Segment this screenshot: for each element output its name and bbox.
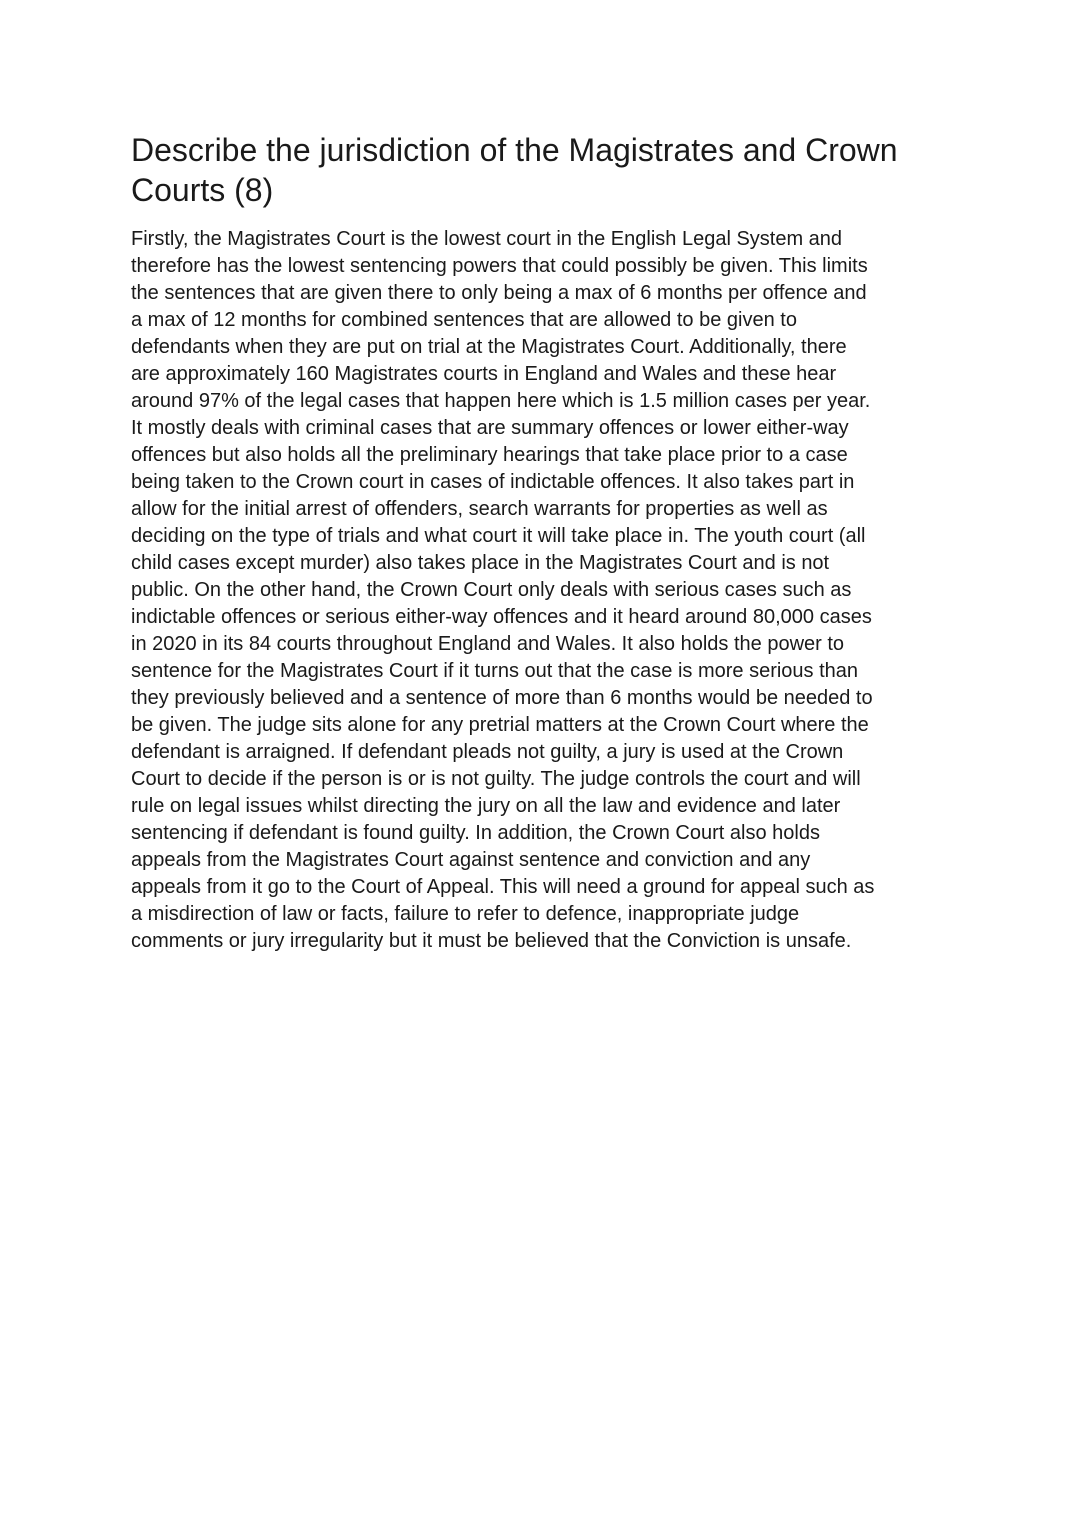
body-line: rule on legal issues whilst directing the jury on all the law and evidence and later (131, 795, 841, 817)
body-line: deciding on the type of trials and what court it will take place in. The youth court (all (131, 525, 866, 547)
heading-line: Describe the jurisdiction of the Magistrates and Crown (131, 132, 898, 168)
body-line: are approximately 160 Magistrates courts in England and Wales and these hear (131, 363, 837, 385)
body-line: a misdirection of law or facts, failure to refer to defence, inappropriate judge (131, 903, 800, 925)
body-line: appeals from it go to the Court of Appeal. This will need a ground for appeal such as (131, 876, 875, 898)
heading-line: Courts (8) (131, 172, 274, 208)
body-line: offences but also holds all the preliminary hearings that take place prior to a case (131, 444, 848, 466)
body-line: public. On the other hand, the Crown Court only deals with serious cases such as (131, 579, 852, 601)
body-line: being taken to the Crown court in cases of indictable offences. It also takes part in (131, 471, 855, 493)
body-line: therefore has the lowest sentencing powers that could possibly be given. This limits (131, 255, 868, 277)
body-line: a max of 12 months for combined sentences that are allowed to be given to (131, 309, 797, 331)
body-line: be given. The judge sits alone for any pretrial matters at the Crown Court where the (131, 714, 869, 736)
document-body-paragraph (131, 226, 961, 955)
body-line: they previously believed and a sentence of more than 6 months would be needed to (131, 687, 873, 709)
body-line: around 97% of the legal cases that happen here which is 1.5 million cases per year. (131, 390, 871, 412)
body-line: child cases except murder) also takes place in the Magistrates Court and is not (131, 552, 830, 574)
body-line: comments or jury irregularity but it must be believed that the Conviction is unsafe. (131, 930, 852, 952)
body-line: appeals from the Magistrates Court against sentence and conviction and any (131, 849, 811, 871)
body-line: Firstly, the Magistrates Court is the lowest court in the English Legal System and (131, 228, 843, 250)
body-line: sentence for the Magistrates Court if it turns out that the case is more serious than (131, 660, 859, 682)
body-line: defendant is arraigned. If defendant pleads not guilty, a jury is used at the Crown (131, 741, 844, 763)
body-line: sentencing if defendant is found guilty. In addition, the Crown Court also holds (131, 822, 820, 844)
document-heading (131, 130, 971, 210)
body-line: It mostly deals with criminal cases that are summary offences or lower either-way (131, 417, 849, 439)
body-line: indictable offences or serious either-way offences and it heard around 80,000 cases (131, 606, 872, 628)
body-line: Court to decide if the person is or is not guilty. The judge controls the court and will (131, 768, 861, 790)
body-line: the sentences that are given there to only being a max of 6 months per offence and (131, 282, 867, 304)
body-line: allow for the initial arrest of offenders, search warrants for properties as well as (131, 498, 828, 520)
body-line: in 2020 in its 84 courts throughout England and Wales. It also holds the power to (131, 633, 845, 655)
body-line: defendants when they are put on trial at the Magistrates Court. Additionally, there (131, 336, 847, 358)
